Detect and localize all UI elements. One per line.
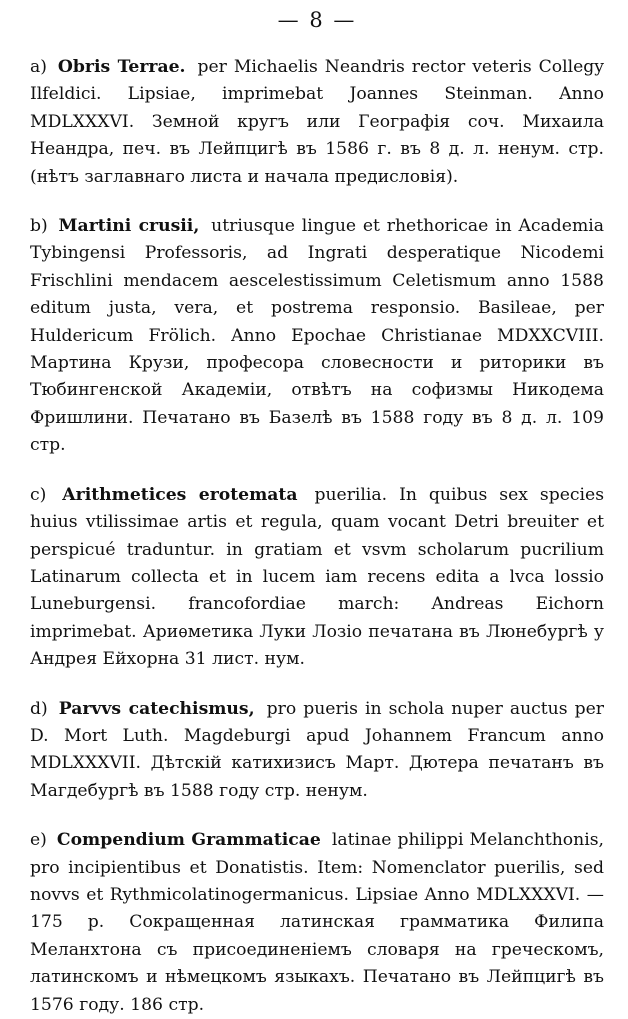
entry-title: Arithmetices erotemata bbox=[62, 484, 298, 505]
entry-b bbox=[30, 213, 604, 460]
entry-title: Compendium Grammaticae bbox=[56, 830, 321, 851]
entry-label: a) bbox=[30, 57, 47, 77]
entry-label: e) bbox=[30, 830, 47, 851]
entry-russian-text: Земной кругъ или Географія соч. Михаила Неандра, печ. въ Лейпцигѣ въ 1586 г. въ 8 д. л. ненум. стр. (нѣтъ заглавнаго листа и начала предисловія). bbox=[30, 111, 604, 187]
entry-latin-text: puerilia. In quibus sex species huius vtilissimae artis et regula, quam vocant Detri breuiter et perspicué traduntur. in gratiam et vsvm scholarum pucrilium Latinarum collecta et in lucem iam recens edita a lvca lossio Luneburgensi. francofordiae march: Andreas Eichorn imprimebat. bbox=[30, 484, 605, 642]
entry-latin-text: utriusque lingue et rhethoricae in Academia Tybingensi Professoris, ad Ingrati desperatique Nicodemi Frischlini mendacem aescelestissimum Celetismum anno 1588 editum justa, vera, et postrema responsio. Basileae, per Huldericum Frölich. Anno Epochae Christianae MDXXCVIII. bbox=[30, 216, 604, 346]
entry-russian-text: Сокращенная латинская грамматика Филипа Меланхтона съ присоединеніемъ словаря на греческомъ, латинскомъ и нѣмецкомъ языкахъ. Печатано въ Лейпцигѣ въ 1576 году. 186 стр. bbox=[30, 912, 604, 1015]
entry-russian-text: Мартина Крузи, професора словесности и риторики въ Тюбингенской Академіи, отвѣтъ на софизмы Никодема Фришлини. Печатано въ Базелѣ въ 1588 году въ 8 д. л. 109 стр. bbox=[30, 353, 604, 456]
entry-title: Parvvs catechismus, bbox=[58, 698, 255, 719]
entry-d bbox=[30, 696, 604, 806]
entry-latin-text: per Michaelis Neandris rector veteris Collegy Ilfeldici. Lipsiae, imprimebat Joannes Steinman. Anno MDLXXXVI. bbox=[30, 57, 605, 132]
entry-label: b) bbox=[30, 216, 48, 237]
entry-a bbox=[30, 54, 604, 191]
entry-c bbox=[30, 482, 604, 674]
entry-e bbox=[30, 827, 604, 1019]
entry-title: Obris Terrae. bbox=[57, 57, 186, 77]
entry-label: d) bbox=[30, 698, 48, 719]
entry-title: Martini crusii, bbox=[58, 216, 200, 237]
page-number: — 8 — bbox=[277, 8, 357, 32]
entry-russian-text: Ариѳметика Луки Лозіо печатана въ Люнебургѣ у Андрея Ейхорна 31 лист. нум. bbox=[30, 621, 604, 670]
entry-latin-text: latinae philippi Melanchthonis, pro incipientibus et Donatistis. Item: Nomenclator puerilis, sed novvs et Rythmicolatinogermanicus. Lipsiae Anno MDLXXXVI. — 175 p. bbox=[30, 830, 604, 933]
entry-latin-text: pro pueris in schola nuper auctus per D. Mort Luth. Magdeburgi apud Johannem Francum anno MDLXXXVII. bbox=[30, 698, 604, 774]
entry-label: c) bbox=[30, 484, 47, 505]
entry-russian-text: Дѣтскій катихизисъ Март. Дютера печатанъ въ Магдебургѣ въ 1588 году стр. ненум. bbox=[30, 753, 604, 801]
